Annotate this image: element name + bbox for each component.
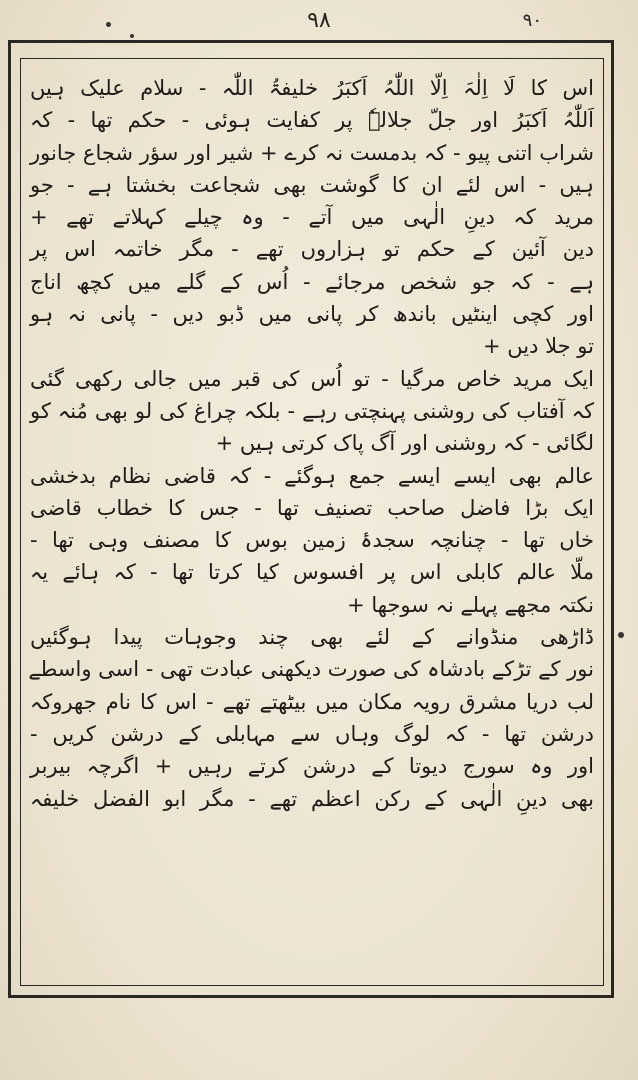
text-line: نور کے تڑکے بادشاہ کی صورت دیکھنی عبادت تھی - اسی واسطے — [28, 657, 594, 682]
text-line: لب دریا مشرق رویہ مکان میں بیٹھتے تھے - اس کا نام جھروکہ — [30, 689, 594, 714]
corner-mark: ۹۰ — [522, 10, 542, 31]
text-line: ہے - کہ جو شخص مرجائے - اُس کے گلے میں کچھ اناج — [30, 269, 594, 294]
text-line: اور وہ سورج دیوتا کے درشن کرتے رہیں + اگرچہ بیربر — [30, 754, 594, 779]
text-line: اور کچی اینٹیں باندھ کر پانی میں ڈبو دیں - پانی نہ ہو — [30, 302, 594, 327]
text-line: نکتہ مجھے پہلے نہ سوجھا + — [347, 592, 594, 617]
page-number: ۹۸ — [307, 8, 331, 33]
ink-dot — [106, 22, 111, 27]
text-line: لگائی - کہ روشنی اور آگ پاک کرتی ہیں + — [215, 431, 594, 456]
urdu-text-block — [26, 72, 598, 980]
text-line: ملّا عالم کابلی اس پر افسوس کیا کرتا تھا - کہ ہائے یہ — [30, 560, 594, 585]
text-line: اس کا لَا اِلٰہَ اِلّا اللّٰہُ اَکبَرُ خلیفۃُ اللّٰہ - سلام علیک ہیں — [30, 76, 594, 100]
text-line: بھی دینِ الٰہی کے رکن اعظم تھے - مگر ابو الفضل خلیفہ — [30, 786, 594, 811]
text-line: ڈاڑھی منڈوانے کے لئے بھی چند وجوہات پیدا ہوگئیں — [30, 625, 594, 650]
text-line: درشن تھا - کہ لوگ وہاں سے مہابلی کے درشن کریں - — [30, 721, 594, 746]
text-line: ایک بڑا فاضل صاحب تصنیف تھا - جس کا خطاب قاضی — [30, 495, 594, 520]
text-line: خاں تھا - چنانچہ سجدۂ زمین بوس کا مصنف وہی تھا - — [30, 528, 594, 553]
text-line: مرید کہ دینِ الٰہی میں آتے - وہ چیلے کہلاتے تھے + — [30, 205, 594, 230]
ink-dot — [618, 632, 624, 638]
text-line: تو جلا دیں + — [482, 334, 594, 359]
text-line: کہ آفتاب کی روشنی پہنچتی رہے - بلکہ چراغ کی لو بھی مُنہ کو — [30, 398, 594, 423]
text-line: اَللّٰہُ اَکبَرُ اور جلّ جلالہٗ پر کفایت ہوئی - حکم تھا - کہ — [30, 108, 594, 133]
text-line: ہیں - اس لئے ان کا گوشت بھی شجاعت بخشتا ہے - جو — [30, 172, 594, 197]
text-line: دین آئین کے حکم تو ہزاروں تھے - مگر خاتمہ اس پر — [30, 237, 594, 262]
text-line: ایک مرید خاص مرگیا - تو اُس کی قبر میں جالی رکھی گئی — [30, 366, 594, 391]
text-line: شراب اتنی پیو - کہ بدمست نہ کرے + شیر اور سؤر شجاع جانور — [30, 140, 594, 165]
text-line: عالم بھی ایسے ایسے جمع ہوگئے - کہ قاضی نظام بدخشی — [30, 463, 594, 488]
ink-dot — [130, 34, 134, 38]
